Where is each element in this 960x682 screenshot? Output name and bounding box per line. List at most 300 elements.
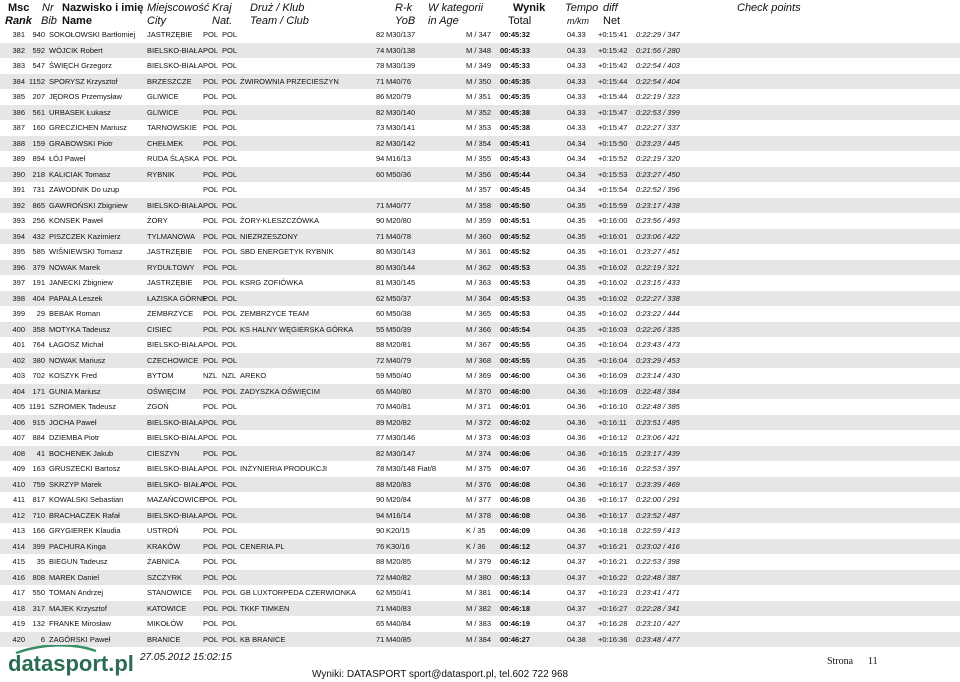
cell-bib: 547 [32,61,45,70]
cell-city: BIELSKO-BIAŁA [147,200,203,210]
cell-diff: +0:16:36 [598,634,628,644]
cell-city: CISIEC [147,324,173,334]
cell-diff: +0:16:10 [598,402,628,411]
cell-cat: M20/84 [386,495,412,504]
cell-age: M / 357 [466,185,492,194]
cell-tempo: 04.33 [567,76,586,86]
cell-city: GLIWICE [147,92,179,101]
cell-name: GRECZICHEN Mariusz [49,123,127,132]
cell-net: 0:22:19 / 320 [636,154,680,163]
cell-team: INŻYNIERIA PRODUKCJI [240,464,328,473]
cell-rank: 420 [12,634,25,644]
cell-total: 00:46:08 [500,510,531,520]
table-row [0,384,960,400]
cell-name: KALICIAK Tomasz [49,169,111,179]
cell-c1: POL [203,619,219,628]
cell-yob: 71 [376,634,385,644]
table-row [0,477,960,493]
cell-rank: 417 [12,588,25,597]
cell-city: BRZESZCZE [147,76,192,86]
cell-rank: 418 [12,603,25,613]
cell-c2: POL [222,278,238,287]
cell-cat: M50/39 [386,324,412,334]
cell-total: 00:46:03 [500,433,531,442]
cell-total: 00:45:53 [500,262,531,272]
cell-net: 0:22:59 / 413 [636,526,680,535]
cell-tempo: 04.34 [567,138,586,148]
cell-c2: POL [222,634,238,644]
cell-age: K / 36 [466,541,486,551]
cell-total: 00:45:45 [500,185,531,194]
table-row [0,27,960,43]
table-row [0,616,960,632]
cell-cat: M40/78 [386,231,412,241]
cell-c2: POL [222,61,238,70]
cell-total: 00:45:41 [500,138,531,148]
cell-yob: 76 [376,541,385,551]
cell-name: URBASEK Łukasz [49,107,111,117]
cell-tempo: 04.36 [567,464,586,473]
cell-city: KATOWICE [147,603,187,613]
cell-c1: POL [203,448,219,458]
cell-c2: POL [222,107,238,117]
cell-net: 0:23:17 / 438 [636,200,680,210]
cell-tempo: 04.36 [567,510,586,520]
cell-total: 00:46:01 [500,402,531,411]
cell-net: 0:23:27 / 450 [636,169,680,179]
cell-c2: POL [222,448,238,458]
cell-cat: M20/83 [386,479,412,489]
header-wynik: Wynik [513,2,546,14]
cell-c1: POL [203,216,219,225]
header-druz: Druż / Klub [250,2,305,14]
cell-yob: 82 [376,138,385,148]
cell-total: 00:45:44 [500,169,531,179]
cell-yob: 55 [376,324,385,334]
cell-net: 0:23:27 / 451 [636,247,680,256]
cell-bib: 915 [32,417,45,427]
cell-tempo: 04.36 [567,448,586,458]
header-yob: YoB [395,15,416,27]
cell-city: TYLMANOWA [147,231,196,241]
cell-rank: 406 [12,417,25,427]
cell-total: 00:46:18 [500,603,531,613]
cell-diff: +0:16:09 [598,371,628,380]
cell-cat: M40/83 [386,603,412,613]
cell-name: ZAWODNIK Do uzup [49,185,120,194]
cell-diff: +0:16:09 [598,386,628,396]
header-name: Name [62,15,92,27]
cell-yob: 72 [376,572,385,582]
cell-bib: 561 [32,107,45,117]
cell-net: 0:21:56 / 280 [636,45,680,55]
cell-name: JOCHA Paweł [49,417,97,427]
cell-net: 0:23:22 / 444 [636,309,680,318]
cell-age: M / 356 [466,169,492,179]
cell-c2: POL [222,76,238,86]
cell-cat: M50/36 [386,169,412,179]
cell-tempo: 04.37 [567,603,586,613]
cell-bib: 764 [32,340,45,349]
cell-diff: +0:16:11 [598,417,627,427]
cell-total: 00:46:00 [500,386,531,396]
cell-city: STANOWICE [147,588,192,597]
cell-c2: POL [222,123,238,132]
table-row [0,306,960,322]
cell-total: 00:46:09 [500,526,531,535]
cell-bib: 35 [36,557,45,566]
cell-rank: 394 [12,231,25,241]
cell-age: M / 363 [466,278,492,287]
cell-cat: M30/145 [386,278,416,287]
table-row [0,291,960,307]
header-msc: Msc [8,2,30,14]
table-row [0,182,960,198]
cell-diff: +0:16:02 [598,278,628,287]
cell-cat: M20/81 [386,340,412,349]
cell-name: MOTYKA Tadeusz [49,324,111,334]
cell-c1: POL [203,386,219,396]
cell-cat: M20/82 [386,417,412,427]
cell-cat: M16/14 [386,510,412,520]
cell-tempo: 04.37 [567,588,586,597]
cell-rank: 403 [12,371,25,380]
cell-bib: 585 [32,247,45,256]
cell-rank: 390 [12,169,25,179]
cell-net: 0:23:06 / 422 [636,231,680,241]
cell-rank: 393 [12,216,25,225]
table-row [0,337,960,353]
cell-tempo: 04.36 [567,479,586,489]
cell-yob: 86 [376,92,385,101]
cell-cat: M30/137 [386,30,416,39]
cell-total: 00:45:55 [500,355,531,365]
cell-tempo: 04.35 [567,355,586,365]
cell-city: USTROŃ [147,526,179,535]
cell-tempo: 04.35 [567,216,586,225]
cell-c1: POL [203,169,219,179]
cell-age: M / 376 [466,479,492,489]
cell-name: GRYGIEREK Klaudia [49,526,121,535]
cell-yob: 71 [376,231,385,241]
cell-diff: +0:15:41 [598,30,628,39]
cell-age: M / 384 [466,634,492,644]
cell-rank: 389 [12,154,25,163]
cell-rank: 383 [12,61,25,70]
cell-net: 0:23:06 / 421 [636,433,680,442]
cell-cat: M30/140 [386,107,416,117]
cell-yob: 78 [376,464,385,473]
cell-yob: 60 [376,169,385,179]
cell-diff: +0:15:47 [598,123,628,132]
cell-bib: 379 [32,262,45,272]
table-row [0,213,960,229]
cell-name: PACHURA Kinga [49,541,106,551]
cell-age: M / 366 [466,324,492,334]
cell-rank: 411 [13,495,25,504]
cell-city: CZECHOWICE [147,355,199,365]
cell-bib: 702 [32,371,45,380]
cell-age: M / 374 [466,448,492,458]
cell-bib: 132 [32,619,45,628]
cell-total: 00:45:54 [500,324,531,334]
cell-c1: POL [203,634,219,644]
cell-cat: M50/41 [386,588,412,597]
cell-c1: POL [203,247,219,256]
cell-city: BRANICE [147,634,181,644]
header-bib: Bib [41,15,57,27]
cell-cat: M50/38 [386,309,412,318]
cell-net: 0:23:51 / 485 [636,417,680,427]
cell-tempo: 04.36 [567,417,586,427]
cell-name: ZAGÓRSKI Paweł [49,634,111,644]
cell-city: ZGOŃ [147,402,169,411]
table-row [0,461,960,477]
cell-net: 0:22:52 / 396 [636,185,680,194]
cell-name: DZIEMBA Piotr [49,433,100,442]
header-diff: diff [603,2,618,14]
cell-age: M / 383 [466,619,492,628]
cell-cat: M30/147 [386,448,416,458]
cell-bib: 160 [32,123,45,132]
timestamp: 27.05.2012 15:02:15 [140,652,232,663]
header-nat: Nat. [212,15,233,27]
cell-tempo: 04.35 [567,231,586,241]
cell-tempo: 04.33 [567,45,586,55]
cell-age: M / 378 [466,510,492,520]
cell-total: 00:46:08 [500,495,531,504]
cell-rank: 413 [12,526,25,535]
cell-c1: POL [203,154,219,163]
cell-age: M / 372 [466,417,492,427]
cell-team: ZEMBRZYCE TEAM [240,309,310,318]
cell-c1: POL [203,464,219,473]
header-kraj: Kraj [212,2,232,14]
cell-age: M / 371 [466,402,492,411]
cell-cat: K20/15 [386,526,410,535]
cell-cat: M30/142 [386,138,416,148]
cell-c1: POL [203,262,219,272]
cell-yob: 72 [376,355,385,365]
cell-age: M / 348 [466,45,492,55]
cell-cat: M30/146 [386,433,416,442]
cell-bib: 163 [32,464,45,473]
cell-c1: POL [203,138,219,148]
cell-team: CENERIA.PL [240,541,285,551]
cell-c1: POL [203,495,219,504]
cell-c1: POL [203,76,219,86]
cell-rank: 392 [12,200,25,210]
table-row [0,415,960,431]
cell-age: M / 353 [466,123,492,132]
cell-bib: 894 [32,154,45,163]
cell-c2: POL [222,231,238,241]
cell-name: KONSEK Paweł [49,216,103,225]
cell-tempo: 04.34 [567,185,586,194]
cell-tempo: 04.38 [567,634,586,644]
cell-team: GB LUXTORPEDA CZERWIONKA [240,588,356,597]
header-nazwisko: Nazwisko i imię [62,2,144,14]
cell-c1: POL [203,355,219,365]
cell-age: M / 370 [466,386,492,396]
cell-yob: 60 [376,309,385,318]
cell-cat: M20/79 [386,92,412,101]
cell-diff: +0:15:42 [598,61,628,70]
cell-bib: 1191 [28,402,45,411]
cell-net: 0:22:53 / 398 [636,557,680,566]
cell-name: GRUSZECKI Bartosz [49,464,121,473]
cell-rank: 409 [12,464,25,473]
cell-diff: +0:15:54 [598,185,628,194]
cell-rank: 415 [12,557,25,566]
cell-team: ZADYSZKA OŚWIĘCIM [240,386,321,396]
cell-bib: 171 [32,386,45,396]
cell-diff: +0:15:44 [598,92,628,101]
cell-diff: +0:16:01 [598,247,628,256]
cell-total: 00:45:35 [500,92,531,101]
cell-total: 00:46:14 [500,588,531,597]
cell-tempo: 04.36 [567,495,586,504]
cell-rank: 397 [12,278,25,287]
cell-city: BIELSKO-BIAŁA [147,61,203,70]
cell-c1: POL [203,572,219,582]
cell-total: 00:46:12 [500,541,531,551]
table-row [0,105,960,121]
cell-diff: +0:16:27 [598,603,628,613]
cell-total: 00:45:33 [500,45,531,55]
header-inage: in Age [428,15,459,27]
cell-age: M / 377 [466,495,492,504]
cell-city: ŁAZISKA GÓRNE [147,293,208,303]
cell-rank: 416 [12,572,25,582]
cell-c2: POL [222,433,238,442]
table-row [0,399,960,415]
cell-diff: +0:16:12 [598,433,628,442]
cell-cat: M30/139 [386,61,416,70]
table-row [0,198,960,214]
cell-age: M / 368 [466,355,492,365]
cell-net: 0:23:39 / 469 [636,479,680,489]
cell-cat: M20/85 [386,557,412,566]
cell-diff: +0:16:04 [598,355,628,365]
cell-c2: POL [222,386,238,396]
cell-net: 0:23:02 / 416 [636,541,680,551]
cell-diff: +0:16:17 [598,495,628,504]
cell-net: 0:23:17 / 439 [636,448,680,458]
cell-c1: POL [203,92,219,101]
cell-total: 00:45:38 [500,107,531,117]
cell-tempo: 04.36 [567,386,586,396]
cell-yob: 90 [376,526,385,535]
cell-bib: 550 [32,588,45,597]
cell-c1: POL [203,510,219,520]
cell-tempo: 04.36 [567,433,586,442]
cell-city: ZEMBRZYCE [147,309,194,318]
cell-name: BIEGUN Tadeusz [49,557,108,566]
cell-city: ŻABNICA [147,557,180,566]
cell-c2: POL [222,572,238,582]
cell-yob: 80 [376,262,385,272]
cell-city: JASTRZĘBIE [147,247,193,256]
cell-bib: 317 [32,603,45,613]
cell-tempo: 04.36 [567,371,586,380]
cell-total: 00:45:33 [500,61,531,70]
cell-rank: 410 [12,479,25,489]
cell-rank: 414 [12,541,25,551]
cell-tempo: 04.37 [567,572,586,582]
cell-city: RYBNIK [147,169,175,179]
cell-bib: 166 [32,526,45,535]
cell-total: 00:45:35 [500,76,531,86]
cell-diff: +0:16:03 [598,324,628,334]
cell-bib: 191 [32,278,45,287]
cell-name: BOCHENEK Jakub [49,448,114,458]
cell-net: 0:22:54 / 403 [636,61,680,70]
cell-city: OŚWIĘCIM [147,386,186,396]
cell-c2: POL [222,324,238,334]
cell-bib: 6 [40,634,45,644]
cell-cat: M40/84 [386,619,412,628]
cell-age: M / 382 [466,603,492,613]
table-row [0,430,960,446]
cell-yob: 94 [376,154,385,163]
cell-yob: 74 [376,45,385,55]
cell-cat: M30/144 [386,262,416,272]
cell-bib: 380 [32,355,45,365]
cell-city: ŻORY [147,216,168,225]
cell-net: 0:23:29 / 453 [636,355,680,365]
cell-c1: POL [203,557,219,566]
cell-c2: POL [222,154,238,163]
cell-team: TKKF TIMKEN [240,603,290,613]
cell-yob: 73 [376,123,385,132]
cell-cat: M40/77 [386,200,412,210]
cell-c1: POL [203,402,219,411]
cell-tempo: 04.33 [567,107,586,117]
cell-age: M / 354 [466,138,492,148]
cell-c2: POL [222,340,238,349]
cell-c2: POL [222,262,238,272]
cell-c2: POL [222,495,238,504]
cell-total: 00:45:32 [500,30,531,39]
cell-bib: 884 [32,433,45,442]
cell-yob: 88 [376,340,385,349]
cell-c1: POL [203,324,219,334]
cell-city: KRAKÓW [147,541,181,551]
cell-diff: +0:15:59 [598,200,628,210]
cell-team: KB BRANICE [240,634,286,644]
cell-name: NOWAK Marek [49,262,100,272]
cell-yob: 82 [376,107,385,117]
cell-tempo: 04.34 [567,169,586,179]
cell-diff: +0:16:18 [598,526,628,535]
cell-c2: POL [222,138,238,148]
cell-name: KOWALSKI Sebastian [49,495,124,504]
cell-rank: 388 [12,138,25,148]
cell-yob: 78 [376,61,385,70]
cell-total: 00:45:55 [500,340,531,349]
cell-city: JASTRZĘBIE [147,30,193,39]
cell-rank: 400 [12,324,25,334]
cell-age: M / 365 [466,309,492,318]
cell-net: 0:22:29 / 347 [636,30,680,39]
cell-bib: 399 [32,541,45,551]
header-rank: Rank [5,15,32,27]
cell-tempo: 04.34 [567,154,586,163]
header-nr: Nr [42,2,54,14]
cell-c1: POL [203,278,219,287]
cell-total: 00:45:51 [500,216,531,225]
